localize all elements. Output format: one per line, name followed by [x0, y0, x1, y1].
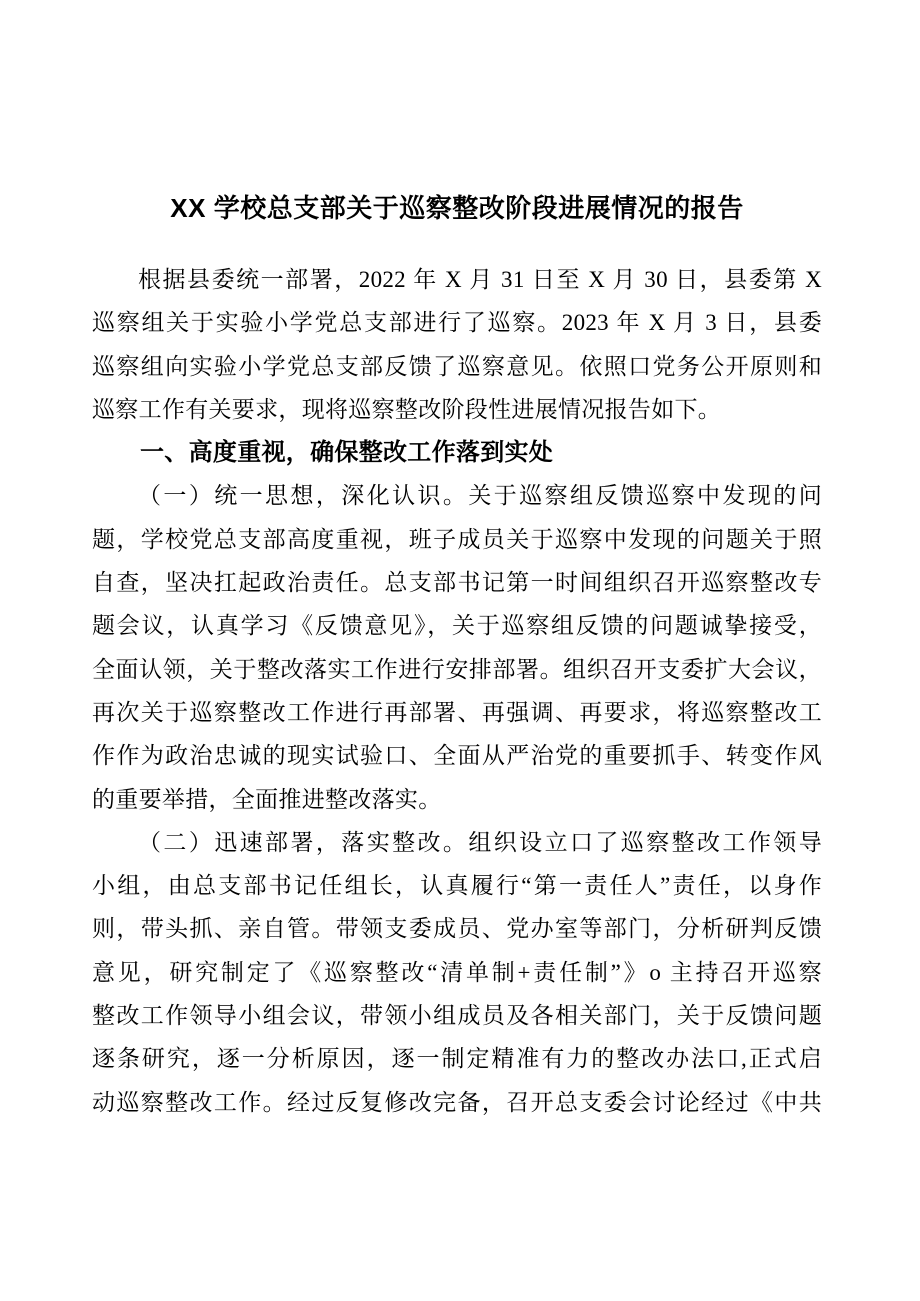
text-line: （一）统一思想，深化认识。关于巡察组反馈巡察中发现的问: [138, 483, 822, 509]
text-line: 整改工作领导小组会议，带领小组成员及各相关部门，关于反馈问题: [92, 1003, 822, 1029]
text-line: 作作为政治忠诚的现实试验口、全面从严治党的重要抓手、转变作风: [92, 743, 822, 769]
section-heading: [92, 431, 822, 474]
text-line: 全面认领，关于整改落实工作进行安排部署。组织召开支委扩大会议，: [92, 656, 822, 682]
text-line: 一、高度重视，确保整改工作落到实处: [140, 439, 554, 467]
text-line: 根据县委统一部署，2022 年 X 月 31 日至 X 月 30 日，县委第 X: [138, 267, 822, 292]
text-line: 自查，坚决扛起政治责任。总支部书记第一时间组织召开巡察整改专: [92, 570, 822, 596]
paragraph: [92, 474, 822, 820]
doc-body: [92, 258, 822, 1124]
paragraph: [92, 258, 822, 431]
text-line: 题会议，认真学习《反馈意见》，关于巡察组反馈的问题诚挚接受，: [92, 613, 822, 639]
text-line: 逐条研究，逐一分析原因，逐一制定精准有力的整改办法口,正式启: [92, 1046, 822, 1072]
text-line: （二）迅速部署，落实整改。组织设立口了巡察整改工作领导: [138, 829, 822, 855]
text-line: 巡察工作有关要求，现将巡察整改阶段性进展情况报告如下。: [92, 396, 722, 422]
text-line: 巡察组向实验小学党总支部反馈了巡察意见。依照口党务公开原则和: [92, 353, 822, 379]
doc-title: XX 学校总支部关于巡察整改阶段进展情况的报告: [170, 193, 744, 223]
text-line: 再次关于巡察整改工作进行再部署、再强调、再要求，将巡察整改工: [92, 699, 822, 725]
text-line: 题，学校党总支部高度重视，班子成员关于巡察中发现的问题关于照: [92, 526, 822, 552]
text-line: 巡察组关于实验小学党总支部进行了巡察。2023 年 X 月 3 日，县委: [92, 310, 822, 336]
text-line: 意见，研究制定了《巡察整改“清单制+责任制”》o 主持召开巡察: [92, 959, 822, 985]
text-line: 动巡察整改工作。经过反复修改完备，召开总支委会讨论经过《中共: [92, 1089, 822, 1115]
paragraph: [92, 821, 822, 1124]
text-line: 的重要举措，全面推进整改落实。: [92, 786, 442, 812]
text-line: 小组，由总支部书记任组长，认真履行“第一责任人”责任，以身作: [92, 873, 822, 899]
text-line: 则，带头抓、亲自管。带领支委成员、党办室等部门，分析研判反馈: [92, 916, 822, 942]
